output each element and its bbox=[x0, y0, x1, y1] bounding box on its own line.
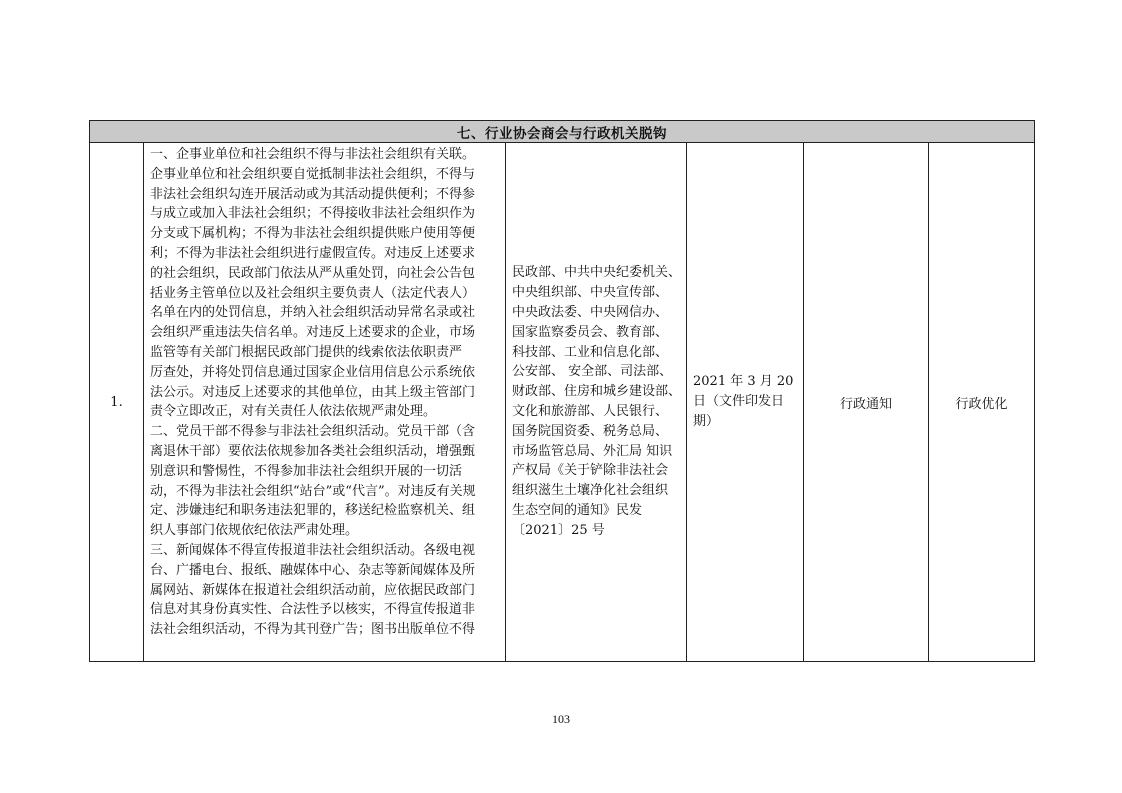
table-row bbox=[90, 143, 1035, 662]
content-paragraph-3: 三、新闻媒体不得宣传报道非法社会组织活动。各级电视 台、广播电台、报纸、融媒体中心、杂志等新闻媒体及所 属网站、新媒体在报道社会组织活动前，应依据民政部门 信息对其身份真实性、合法性予以核实，不得宣传报道非 法社会组织活动，不得为其刊登广告；图书出版单位不得 bbox=[150, 542, 476, 638]
content-paragraph-2: 二、党员干部不得参与非法社会组织活动。党员干部（含 离退休干部）要依法依规参加各类社会组织活动，增强甄 别意识和警惕性，不得参加非法社会组织开展的一切活 动，不得为非法社会组织“站台”或“代言”。对违反有关规 定、涉嫌违纪和职务违法犯罪的，移送纪检监察机关、组 织人事部门依规依纪依法严肃处理。 bbox=[150, 424, 476, 539]
section-header-row bbox=[90, 121, 1035, 143]
section-title: 七、行业协会商会与行政机关脱钩 bbox=[90, 121, 1035, 143]
policy-category: 行政优化 bbox=[929, 143, 1035, 662]
row-number: 1. bbox=[90, 143, 144, 662]
policy-table bbox=[89, 120, 1035, 662]
content-paragraph-1: 一、企事业单位和社会组织不得与非法社会组织有关联。 企事业单位和社会组织要自觉抵制非法社会组织，不得与 非法社会组织勾连开展活动或为其活动提供便利；不得参 与成立或加入非法社会组织；不得接收非法社会组织作为 分支或下属机构；不得为非法社会组织提供账户使用等便 利；不得为非法社会组织进行虚假宣传。对违反上述要求 的社会组织，民政部门依法从严从重处罚，向社会公告包 括业务主管单位以及社会组织主要负责人（法定代表人） 名单在内的处罚信息，并纳入社会组织活动异常名录或社 会组织严重违法失信名单。对违反上述要求的企业，市场 监管等有关部门根据民政部门提供的线索依法依职责严 厉查处，并将处罚信息通过国家企业信用信息公示系统依 法公示。对违反上述要求的其他单位，由其上级主管部门 责令立即改正，对有关责任人依法依规严肃处理。 bbox=[150, 147, 476, 420]
policy-source: 民政部、中共中央纪委机关、 中央组织部、中央宣传部、 中央政法委、中央网信办、 国家监察委员会、教育部、 科技部、工业和信息化部、 公安部、 安全部、司法部、 财政部、住房和城乡建设部、 文化和旅游部、人民银行、 国务院国资委、税务总局、 市场监管总局、外汇局 知识 产权局《关于铲除非法社会 组织滋生土壤净化社会组织 生态空间的通知》民发 〔2021〕25 号 bbox=[506, 143, 687, 662]
policy-type: 行政通知 bbox=[804, 143, 929, 662]
policy-date: 2021 年 3 月 20 日（文件印发日 期） bbox=[687, 143, 804, 662]
page-number: 103 bbox=[552, 712, 570, 726]
policy-content bbox=[144, 143, 506, 662]
